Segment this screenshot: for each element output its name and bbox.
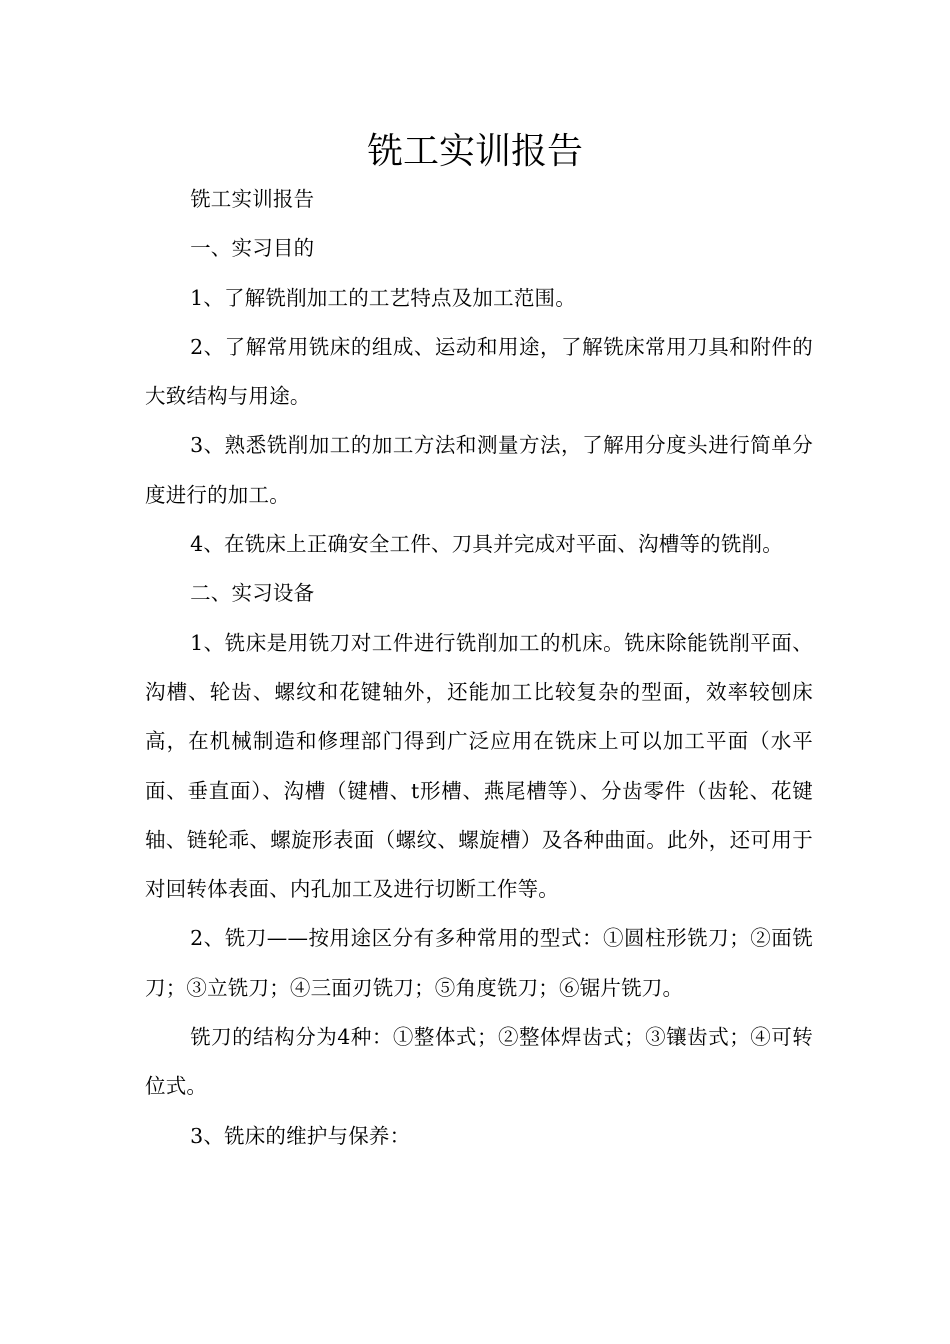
paragraph-goal-2: 2、了解常用铣床的组成、运动和用途，了解铣床常用刀具和附件的大致结构与用途。	[145, 334, 813, 409]
paragraph-goal-1: 1、了解铣削加工的工艺特点及加工范围。	[190, 285, 576, 310]
paragraph-equipment-1: 1、铣床是用铣刀对工件进行铣削加工的机床。铣床除能铣削平面、沟槽、轮齿、螺纹和花键轴外，还能加工比较复杂的型面，效率较刨床高，在机械制造和修理部门得到广泛应用在铣床上可以加工平面（水平面、垂直面）、沟槽（键槽、t形槽、燕尾槽等）、分齿零件（齿轮、花键轴、链轮乖、螺旋形表面（螺纹、螺旋槽）及各种曲面。此外，还可用于对回转体表面、内孔加工及进行切断工作等。	[145, 630, 813, 902]
paragraph-section-2-title: 二、实习设备	[190, 581, 315, 606]
document-title: 铣工实训报告	[366, 131, 583, 172]
paragraph-equipment-2: 2、铣刀——按用途区分有多种常用的型式：①圆柱形铣刀；②面铣刀；③立铣刀；④三面刃铣刀；⑤角度铣刀；⑥锯片铣刀。	[145, 926, 813, 1000]
document-body	[145, 175, 813, 1161]
paragraph-cutter-structure: 铣刀的结构分为4种：①整体式；②整体焊齿式；③镶齿式；④可转位式。	[145, 1025, 813, 1099]
paragraph-section-1-title: 一、实习目的	[190, 236, 315, 261]
paragraph-goal-4: 4、在铣床上正确安全工件、刀具并完成对平面、沟槽等的铣削。	[190, 532, 783, 557]
paragraph-goal-3: 3、熟悉铣削加工的加工方法和测量方法，了解用分度头进行简单分度进行的加工。	[145, 433, 813, 507]
paragraph-heading: 铣工实训报告	[190, 187, 315, 211]
paragraph-equipment-3: 3、铣床的维护与保养：	[190, 1123, 411, 1148]
